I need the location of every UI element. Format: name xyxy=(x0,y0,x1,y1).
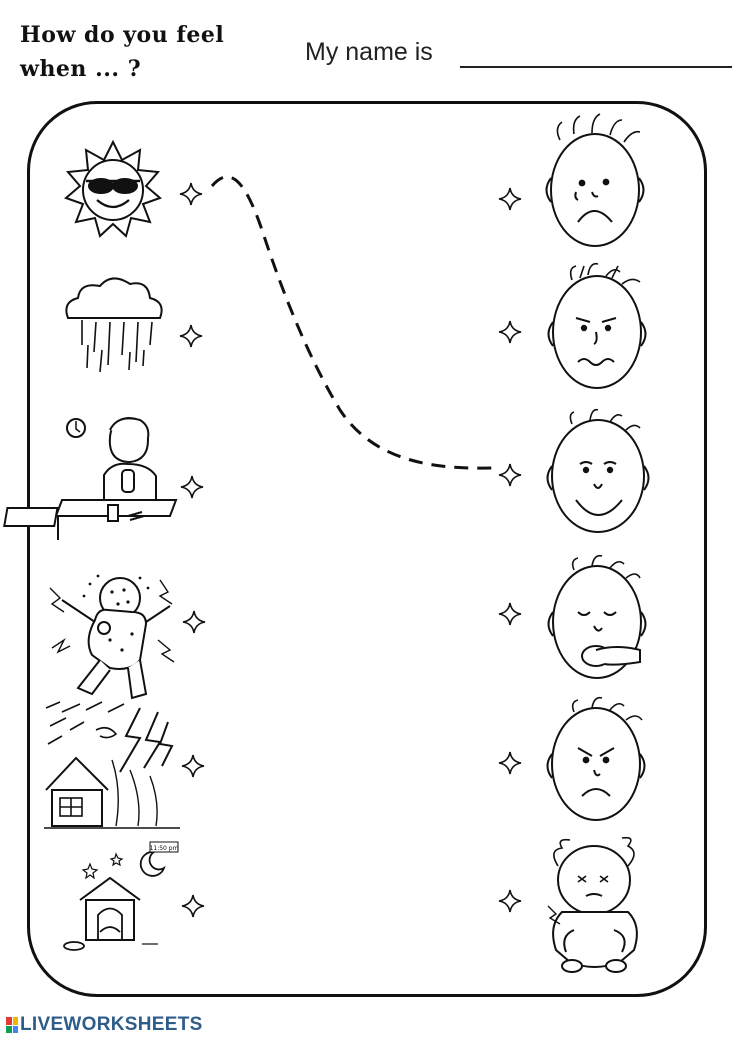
left-dot-star-5[interactable] xyxy=(182,755,204,777)
name-label: My name is xyxy=(305,38,433,66)
right-dot-star-3[interactable] xyxy=(499,464,521,486)
logo-square-yellow xyxy=(13,1017,19,1025)
logo-square-green xyxy=(6,1026,12,1034)
left-dot-star-2[interactable] xyxy=(180,325,202,347)
clock-time-label: 11:50 pm xyxy=(149,845,179,852)
right-dot-star-2[interactable] xyxy=(499,321,521,343)
worried-face-picture xyxy=(549,264,646,388)
left-dot-star-6[interactable] xyxy=(182,895,204,917)
sick-baby-picture xyxy=(548,838,637,972)
sad-face-picture xyxy=(547,114,644,246)
right-dot-star-1[interactable] xyxy=(499,188,521,210)
child-with-chickenpox-picture xyxy=(50,575,174,698)
left-dot-star-4[interactable] xyxy=(183,611,205,633)
example-dashed-match-line xyxy=(212,177,492,468)
sun-with-sunglasses-picture xyxy=(66,142,160,236)
boy-eating-lunch-picture xyxy=(4,418,176,540)
rain-cloud-picture xyxy=(66,278,161,372)
liveworksheets-logo-icon xyxy=(6,1017,18,1033)
storm-over-house-picture xyxy=(44,700,180,828)
happy-face-picture xyxy=(548,410,649,532)
title-line-1: How do you feel xyxy=(20,22,225,48)
left-dot-star-1[interactable] xyxy=(180,183,202,205)
right-dot-star-4[interactable] xyxy=(499,603,521,625)
angry-face-picture xyxy=(548,698,645,820)
full-satisfied-face-picture xyxy=(549,556,646,678)
liveworksheets-brand[interactable]: LIVEWORKSHEETS xyxy=(20,1014,203,1035)
logo-square-blue xyxy=(13,1026,19,1034)
right-dot-star-6[interactable] xyxy=(499,890,521,912)
left-dot-star-3[interactable] xyxy=(181,476,203,498)
dog-sleeping-at-night-picture xyxy=(64,842,179,950)
liveworksheets-footer xyxy=(6,1013,203,1037)
title-line-2: when ... ? xyxy=(20,56,142,82)
logo-square-red xyxy=(6,1017,12,1025)
right-dot-star-5[interactable] xyxy=(499,752,521,774)
